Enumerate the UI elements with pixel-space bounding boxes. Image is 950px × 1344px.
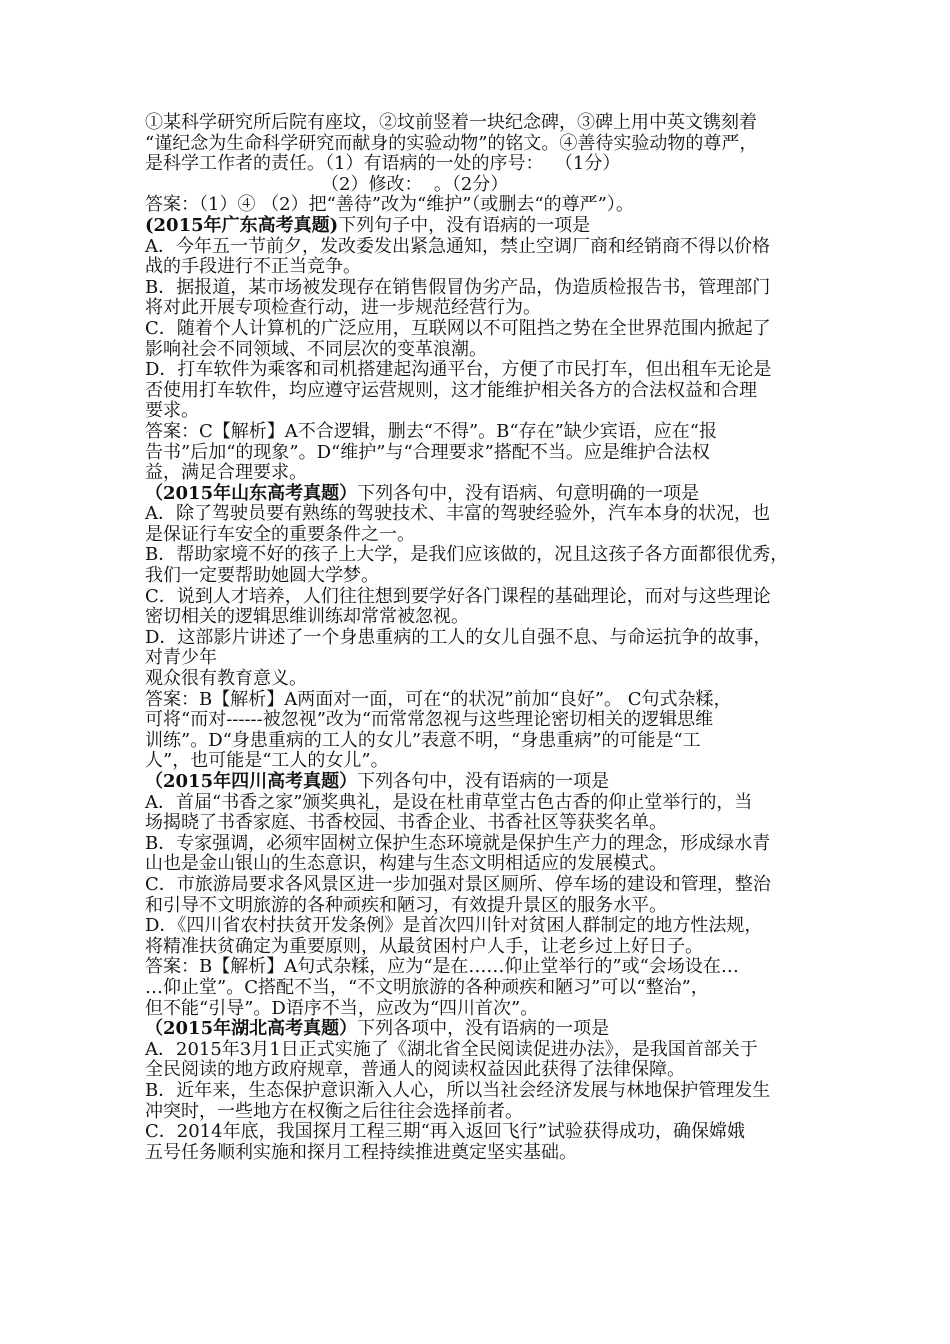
option-line: 对青少年 [145, 647, 217, 669]
option-line: A．今年五一节前夕，发改委发出紧急通知，禁止空调厂商和经销商不得以价格 [145, 235, 770, 257]
option-line: A．2015年3月1日正式实施了《湖北省全民阅读促进办法》，是我国首部关于 [145, 1038, 758, 1060]
option-line: D．《四川省农村扶贫开发条例》是首次四川针对贫困人群制定的地方性法规， [145, 915, 763, 937]
answer-line: 可将“而对------被忽视”改为“而常常忽视与这些理论密切相关的逻辑思维 [145, 709, 714, 731]
option-line: C．2014年底，我国探月工程三期“再入返回飞行”试验获得成功，确保嫦娥 [145, 1121, 745, 1143]
answer-line: …仰止堂”。C搭配不当，“不文明旅游的各种顽疾和陋习”可以“整治”， [145, 976, 709, 998]
option-line: D．这部影片讲述了一个身患重病的工人的女儿自强不息、与命运抗争的故事， [145, 626, 772, 648]
answer-line: 答案：B【解析】A两面对一面，可在“的状况”前加“良好”。 C句式杂糅， [145, 688, 732, 710]
option-line: 否使用打车软件，均应遵守运营规则，这才能维护相关各方的合法权益和合理 [145, 379, 757, 401]
option-line: 全民阅读的地方政府规章，普通人的阅读权益因此获得了法律保障。 [145, 1059, 685, 1081]
question-source-heading: （2015年山东高考真题） [145, 482, 358, 504]
answer-line: 答案：（1）④ （2）把“善待”改为“维护”（或删去“的尊严”）。 [145, 194, 634, 216]
answer-line: 答案：C【解析】A不合逻辑，删去“不得”。B“存在”缺少宾语，应在“报 [145, 420, 718, 442]
text-line: “谨纪念为生命科学研究而献身的实验动物”的铭文。④善待实验动物的尊严， [145, 132, 758, 154]
document-page [145, 113, 817, 1163]
answer-line: 人”，也可能是“工人的女儿”。 [145, 750, 389, 772]
answer-line: 益，满足合理要求。 [145, 462, 307, 484]
option-line: B．近年来，生态保护意识渐入人心，所以当社会经济发展与林地保护管理发生 [145, 1079, 771, 1101]
option-line: 山也是金山银山的生态意识，构建与生态文明相适应的发展模式。 [145, 853, 667, 875]
question-source-heading: （2015年湖北高考真题） [145, 1018, 358, 1040]
option-line: 将精准扶贫确定为重要原则，从最贫困村户人手，让老乡过上好日子。 [145, 935, 703, 957]
question-source-heading: (2015年广东高考真题) [145, 214, 339, 236]
answer-line: 但不能“引导”。D语序不当，应改为“四川首次”。 [145, 997, 539, 1019]
answer-line: 训练”。D“身患重病的工人的女儿”表意不明，“身患重病”的可能是“工 [145, 729, 701, 751]
answer-line: 答案：B【解析】A句式杂糅，应为“是在……仰止堂举行的”或“会场设在… [145, 956, 739, 978]
text-line: 是科学工作者的责任。（1）有语病的一处的序号： （1分） [145, 153, 621, 175]
question-stem: 下列各句中，没有语病的一项是 [357, 771, 610, 792]
option-line: B．据报道，某市场被发现存在销售假冒伪劣产品，伪造质检报告书，管理部门 [145, 276, 771, 298]
question-source-heading: （2015年四川高考真题） [145, 771, 358, 792]
option-line: 将对此开展专项检查行动，进一步规范经营行为。 [145, 297, 541, 319]
option-line: C．说到人才培养，人们往往想到要学好各门课程的基础理论，而对与这些理论 [145, 585, 771, 607]
text-line: ①某科学研究所后院有座坟，②坟前竖着一块纪念碑，③碑上用中英文镌刻着 [145, 112, 757, 133]
option-line: 是保证行车安全的重要条件之一。 [145, 523, 415, 545]
option-line: B．帮助家境不好的孩子上大学，是我们应该做的，况且这孩子各方面都很优秀， [145, 544, 789, 566]
question-header [145, 772, 817, 793]
text-line: （2）修改： 。（2分） [321, 173, 509, 195]
option-line: 要求。 [145, 400, 199, 422]
option-line: 场揭晓了书香家庭、书香校园、书香企业、书香社区等获奖名单。 [145, 812, 667, 834]
question-stem: 下列各项中，没有语病的一项是 [357, 1018, 610, 1040]
option-line: 冲突时，一些地方在权衡之后往往会选择前者。 [145, 1100, 523, 1122]
question-header [145, 484, 817, 505]
option-line: 战的手段进行不正当竞争。 [145, 256, 361, 278]
question-stem: 下列句子中，没有语病的一项是 [338, 214, 591, 236]
option-line: A．首届“书香之家”颁奖典礼，是设在杜甫草堂古色古香的仰止堂举行的，当 [145, 791, 753, 813]
option-line: 密切相关的逻辑思维训练却常常被忽视。 [145, 606, 469, 628]
question-stem: 下列各句中，没有语病、句意明确的一项是 [357, 482, 700, 504]
option-line: C．市旅游局要求各风景区进一步加强对景区厕所、停车场的建设和管理，整治 [145, 873, 771, 895]
question-header [145, 1019, 817, 1040]
option-line: 影响社会不同领域、不同层次的变革浪潮。 [145, 338, 487, 360]
answer-line: 告书”后加“的现象”。D“维护”与“合理要求”搭配不当。应是维护合法权 [145, 441, 710, 463]
question-header [145, 216, 817, 237]
option-line: A．除了驾驶员要有熟练的驾驶技术、丰富的驾驶经验外，汽车本身的状况，也 [145, 503, 770, 525]
option-line: D．打车软件为乘客和司机搭建起沟通平台，方便了市民打车，但出租车无论是 [145, 359, 772, 381]
option-line: B．专家强调，必须牢固树立保护生态环境就是保护生产力的理念，形成绿水青 [145, 832, 771, 854]
option-line: 观众很有教育意义。 [145, 668, 307, 690]
option-line: 和引导不文明旅游的各种顽疾和陋习，有效提升景区的服务水平。 [145, 894, 667, 916]
option-line: C．随着个人计算机的广泛应用，互联网以不可阻挡之势在全世界范围内掀起了 [145, 317, 771, 339]
option-line: 五号任务顺利实施和探月工程持续推进奠定坚实基础。 [145, 1141, 577, 1163]
option-line: 我们一定要帮助她圆大学梦。 [145, 565, 379, 587]
